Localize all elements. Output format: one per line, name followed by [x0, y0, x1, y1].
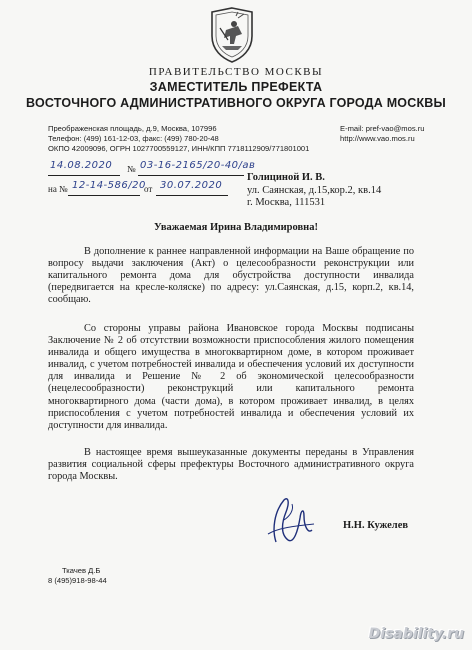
- paragraph-2: Со стороны управы района Ивановское города Москвы подписаны Заключение № 2 об отсутствии возможности приспособления жилого помещения инвалида и общего имущества в многоквартирном доме, в котором проживает инвалид, с учетом потребностей инвалида и обеспечения условий их доступности для инвалида и Решение № 2 об экономической целесообразности (нецелесообразности) реконструкций или капитального ремонта многоквартирного дома (части дома), в котором проживает инвалид, в целях приспособления с учетом потребностей инвалида и обеспечения условий их доступности для инвалида.: [48, 323, 414, 431]
- ref-date: 30.07.2020: [160, 180, 223, 191]
- executor-phone: 8 (495)918-98-44: [48, 575, 107, 585]
- paragraph-3: В настоящее время вышеуказанные документы переданы в Управления развития социальной сферы префектуры Восточного административного округа города Москвы.: [48, 447, 414, 483]
- letterhead-online: [340, 124, 425, 144]
- department-title: ВОСТОЧНОГО АДМИНИСТРАТИВНОГО ОКРУГА ГОРОДА МОСКВЫ: [26, 96, 446, 110]
- ref-date-label: от: [144, 184, 153, 194]
- executor-name: Ткачев Д.Б: [62, 566, 101, 575]
- office-address: Преображенская площадь, д.9, Москва, 107996: [48, 124, 217, 133]
- greeting: Уважаемая Ирина Владимировна!: [154, 222, 318, 233]
- website: http://www.vao.mos.ru: [340, 133, 415, 143]
- registry-codes: ОКПО 42009096, ОГРН 1027700559127, ИНН/КПП 7718112909/771801001: [48, 143, 310, 153]
- ref-number: 12-14-586/20: [72, 180, 146, 191]
- reg-date: 14.08.2020: [50, 160, 113, 171]
- moscow-coat-of-arms-icon: [208, 6, 256, 64]
- position-title: ЗАМЕСТИТЕЛЬ ПРЕФЕКТА: [149, 80, 323, 94]
- recipient-block: [247, 172, 381, 210]
- phone-fax: Телефон: (499) 161-12-03, факс: (499) 780-20-48: [48, 133, 219, 143]
- email: E-mail: pref-vao@mos.ru: [340, 124, 425, 133]
- reg-number: 03-16-2165/20-40/ав: [140, 160, 256, 171]
- government-title: ПРАВИТЕЛЬСТВО МОСКВЫ: [148, 66, 324, 78]
- site-watermark: Disability.ru: [368, 626, 464, 642]
- paragraph-1: В дополнение к раннее направленной информации на Ваше обращение по вопросу выдачи заключения (Акт) о целесообразности реконструкции или капитального ремонта дома для обустройства доступности инвалида (передвигается на кресле-коляске) по адресу: ул.Саянская, д.15, корп.2, кв.14, сообщаю.: [48, 246, 414, 306]
- signatory-name: Н.Н. Кужелев: [343, 520, 409, 531]
- reg-number-label: №: [127, 164, 136, 174]
- recipient-city: г. Москва, 111531: [247, 197, 326, 209]
- handwritten-signature-icon: [254, 490, 334, 550]
- executor-block: [48, 566, 107, 586]
- recipient-street: ул. Саянская, д.15,кор.2, кв.14: [247, 184, 382, 196]
- letterhead-contacts: [48, 124, 309, 153]
- ref-number-label: на №: [48, 184, 68, 194]
- recipient-name: Голициной И. В.: [247, 172, 325, 183]
